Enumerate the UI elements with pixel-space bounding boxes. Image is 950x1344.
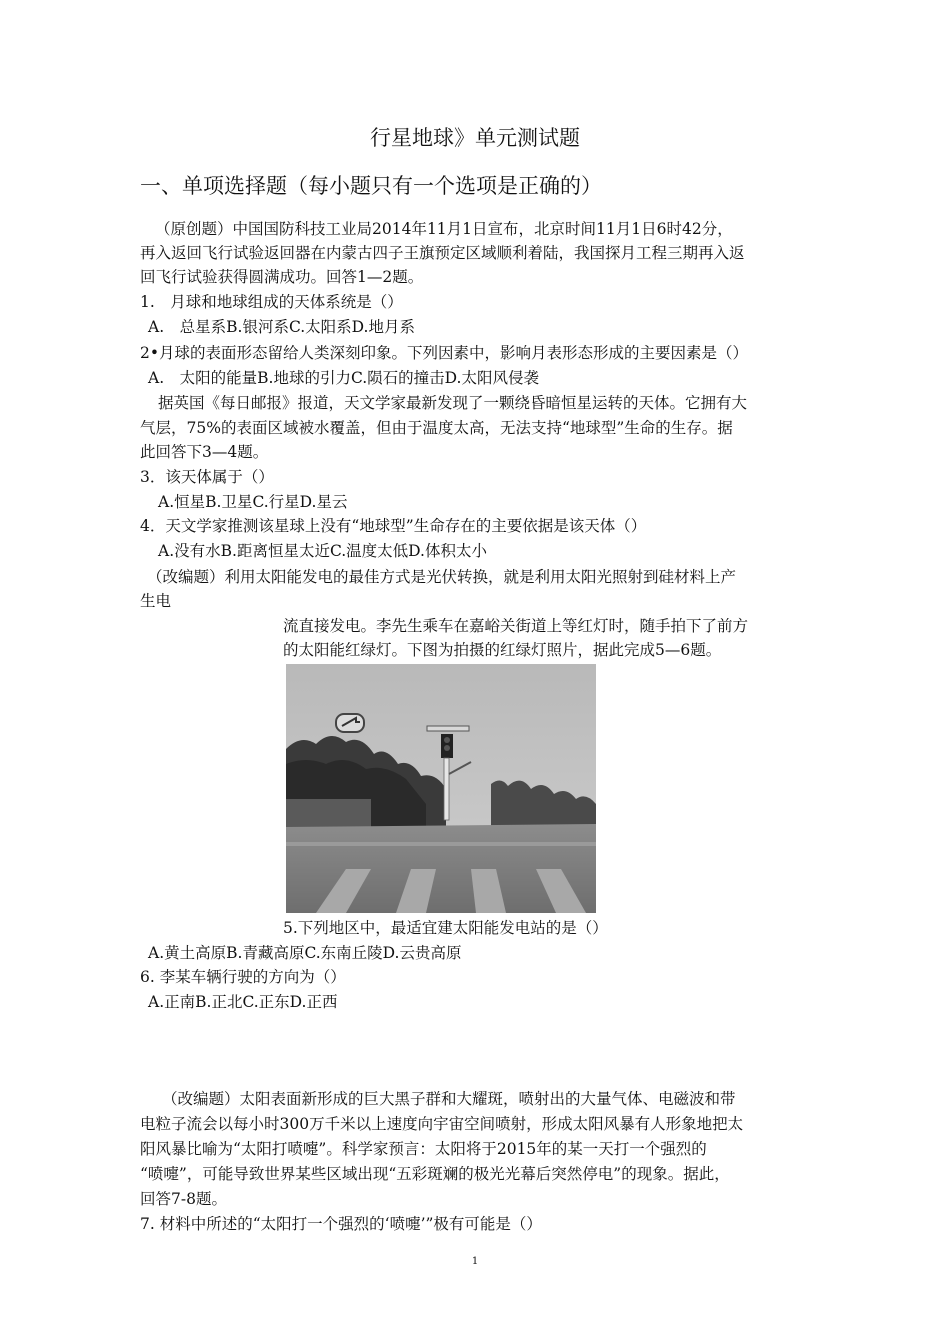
text-line: 此回答下3—4题。 [140,443,269,461]
section-heading: 一、单项选择题（每小题只有一个选项是正确的） [140,174,602,198]
text-line: “喷嚏”，可能导致世界某些区域出现“五彩斑斓的极光光幕后突然停电”的现象。据此， [140,1165,730,1183]
text-line: （改编题）太阳表面新形成的巨大黑子群和大耀斑，喷射出的大量气体、电磁波和带 [162,1090,736,1108]
text-line: 流直接发电。李先生乘车在嘉峪关街道上等红灯时，随手拍下了前方 [283,617,749,635]
text-line: （改编题）利用太阳能发电的最佳方式是光伏转换，就是利用太阳光照射到硅材料上产 [147,568,737,586]
question-3-options: A.恒星B.卫星C.行星D.星云 [158,493,348,511]
traffic-light-photo [286,664,596,913]
question-1-options: A. 总星系B.银河系C.太阳系D.地月系 [148,318,415,336]
question-7: 7. 材料中所述的“太阳打一个强烈的‘喷嚏’”极有可能是（） [140,1215,542,1233]
text-line: 回飞行试验获得圆满成功。回答1—2题。 [140,268,424,286]
question-2: 2•月球的表面形态留给人类深刻印象。下列因素中，影响月表形态形成的主要因素是（） [140,344,749,362]
question-4-options: A.没有水B.距离恒星太近C.温度太低D.体积太小 [158,542,487,560]
question-1: 1. 月球和地球组成的天体系统是（） [140,293,403,311]
text-line: 回答7-8题。 [140,1190,227,1208]
text-line: 电粒子流会以每小时300万千米以上速度向宇宙空间喷射，形成太阳风暴有人形象地把太 [140,1115,744,1133]
question-6: 6. 李某车辆行驶的方向为（） [140,968,346,986]
question-6-options: A.正南B.正北C.正东D.正西 [148,993,338,1011]
text-line: 气层，75%的表面区域被水覆盖，但由于温度太高，无法支持“地球型”生命的生存。据 [140,419,733,437]
text-line: 据英国《每日邮报》报道，天文学家最新发现了一颗绕昏暗恒星运转的天体。它拥有大 [158,394,748,412]
question-5: 5.下列地区中，最适宜建太阳能发电站的是（） [283,919,608,937]
document-title: 行星地球》单元测试题 [370,126,580,150]
text-line: 再入返回飞行试验返回器在内蒙古四子王旗预定区域顺利着陆，我国探月工程三期再入返 [140,244,745,262]
question-3: 3．该天体属于（） [140,468,274,486]
text-line: 阳风暴比喻为“太阳打喷嚏”。科学家预言：太阳将于2015年的某一天打一个强烈的 [140,1140,707,1158]
question-2-options: A. 太阳的能量B.地球的引力C.陨石的撞击D.太阳风侵袭 [148,369,539,387]
text-line: （原创题）中国国防科技工业局2014年11月1日宣布，北京时间11月1日6时42分， [155,220,733,238]
question-5-options: A.黄土高原B.青藏高原C.东南丘陵D.云贵高原 [148,944,462,962]
question-4: 4．天文学家推测该星球上没有“地球型”生命存在的主要依据是该天体（） [140,517,647,535]
text-line: 生电 [140,592,172,610]
page-number: 1 [471,1256,479,1267]
text-line: 的太阳能红绿灯。下图为拍摄的红绿灯照片，据此完成5—6题。 [283,641,722,659]
